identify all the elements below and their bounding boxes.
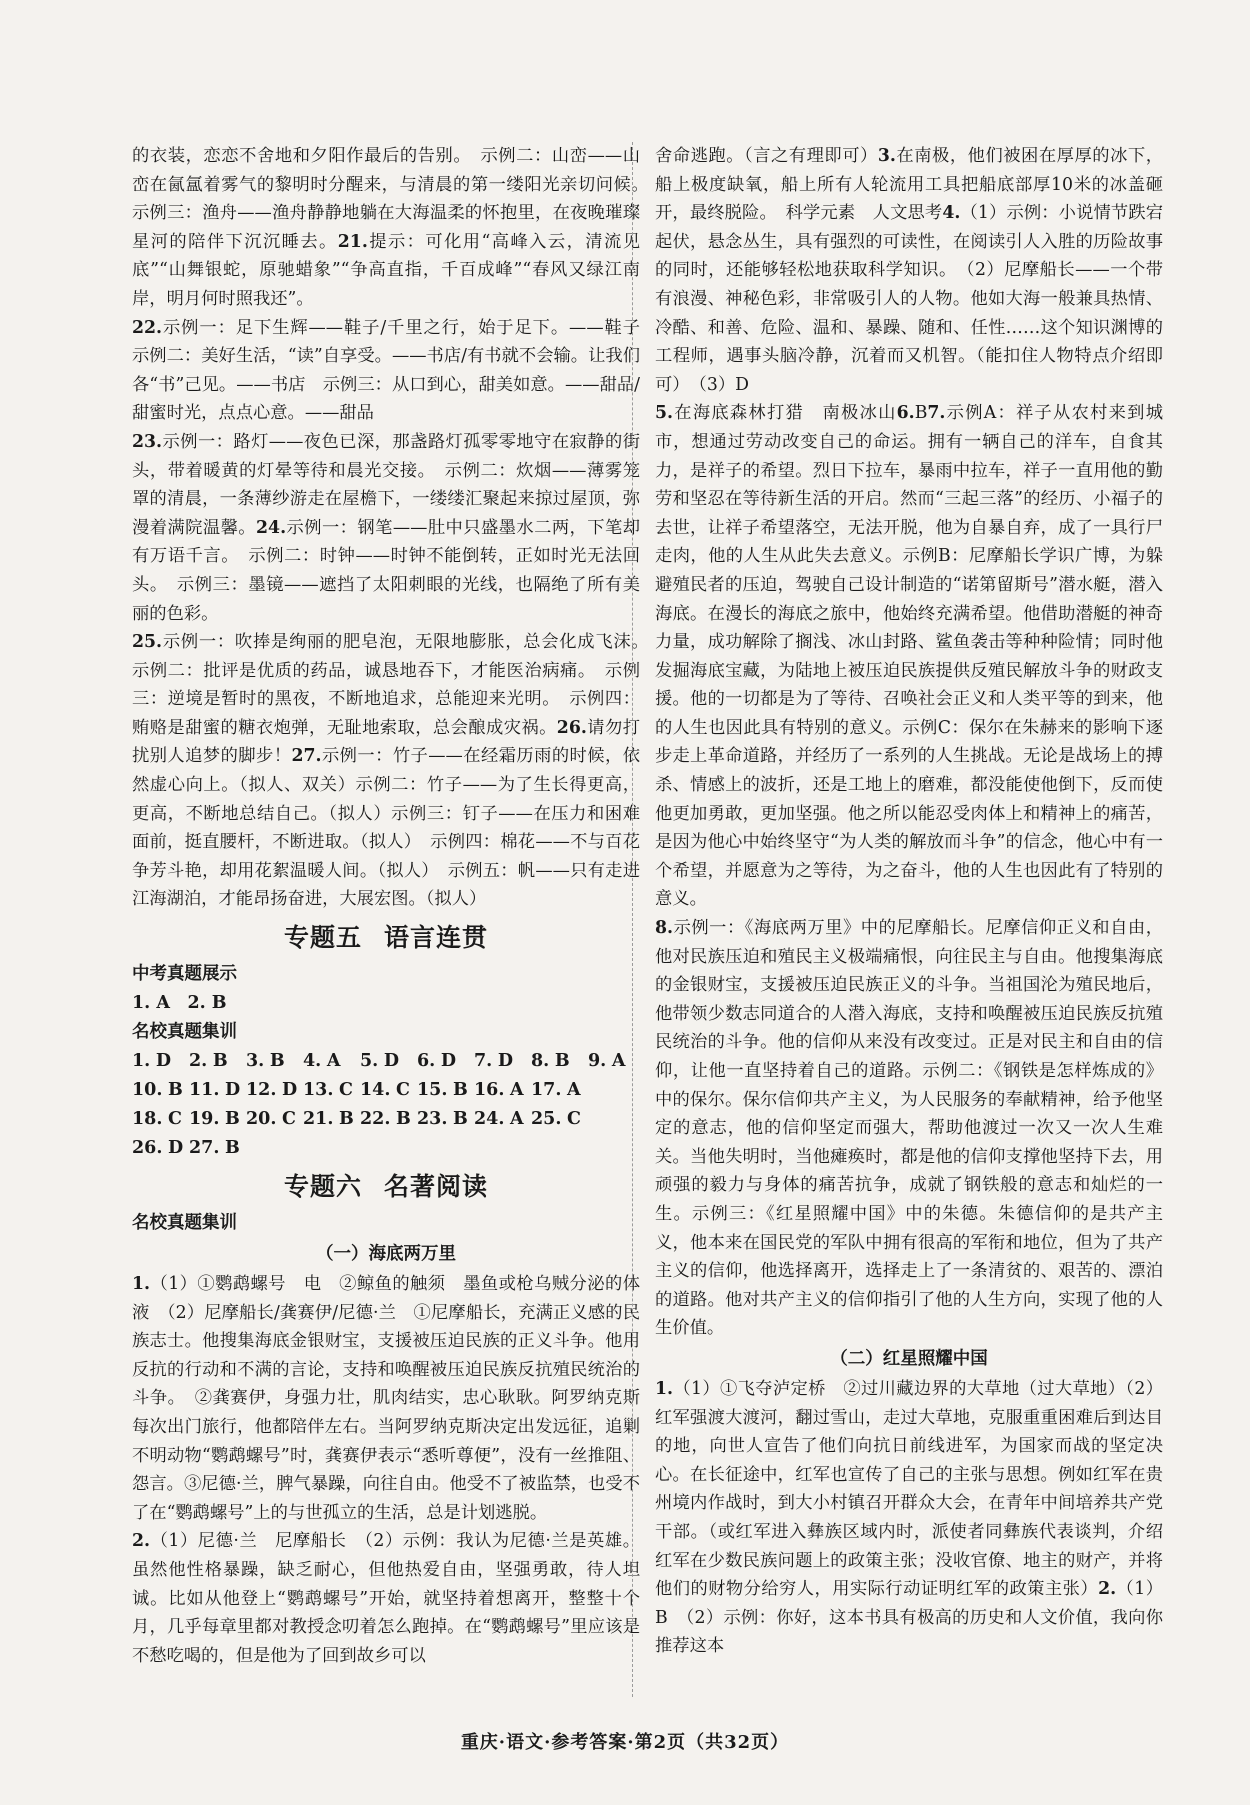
haidi-q5-q7: 5.在海底森林打猎 南极冰山6.B7.示例A：祥子从农村来到城市，想通过劳动改变自己的命运。拥有一辆自己的洋车，自食其力，是祥子的希望。烈日下拉车，暴雨中拉车，祥子一直用他的勤劳和坚忍在等待新生活的开启。然而“三起三落”的经历、小福子的去世，让祥子希望落空，无法开脱，他为自暴自弃，成了一具行尸走肉，他的人生从此失去意义。示例B：尼摩船长学识广博，为躲避殖民者的压迫，驾驶自己设计制造的“诺第留斯号”潜水艇，潜入海底。在漫长的海底之旅中，他始终充满希望。他借助潜艇的神奇力量，成功解除了搁浅、冰山封路、鲨鱼袭击等种种险情；同时他发掘海底宝藏，为陆地上被压迫民族提供反殖民解放斗争的财政支援。他的一切都是为了等待、召唤社会正义和人类平等的到来，他的人生也因此具有特别的意义。示例C：保尔在朱赫来的影响下逐步走上革命道路，并经历了一系列的人生挑战。无论是战场上的搏杀、情感上的波折，还是工地上的磨难，都没能使他倒下，反而使他更加勇敢，更加坚强。他之所以能忍受肉体上和精神上的痛苦，是因为他心中始终坚守“为人类的解放而斗争”的信念，他心中有一个希望，并愿意为之等待，为之奋斗，他的人生也因此有了特别的意义。	[655, 403, 1163, 910]
answer-number: 25.	[531, 1109, 562, 1130]
answer-number: 20.	[246, 1109, 277, 1130]
answer-row	[132, 1134, 640, 1163]
answer-choice: A	[611, 1051, 626, 1072]
haidi-q8: 8.示例一：《海底两万里》中的尼摩船长。尼摩信仰正义和自由，他对民族压迫和殖民主义极端痛恨，向往民主与自由。他搜集海底的金银财宝，支援被压迫民族正义的斗争。当祖国沦为殖民地后，他带领少数志同道合的人潜入海底，支持和唤醒被压迫民族反抗殖民统治的斗争。他的信仰从来没有改变过。正是对民主和自由的信仰，让他一直坚持着自己的道路。示例二：《钢铁是怎样炼成的》中的保尔。保尔信仰共产主义，为人民服务的奉献精神，给予他坚定的意志，他的信仰坚定而强大，帮助他渡过一次又一次人生难关。当他失明时，当他瘫痪时，都是他的信仰支撑他坚持下去，用顽强的毅力与身体的痛苦抗争，成就了钢铁般的意志和灿烂的一生。示例三：《红星照耀中国》中的朱德。朱德信仰的是共产主义，他本来在国民党的军队中拥有很高的军衔和地位，但为了共产主义的信仰，他选择离开，选择走上了一条清贫的、艰苦的、漂泊的道路。他对共产主义的信仰指引了他的人生方向，实现了他的人生价值。	[655, 918, 1163, 1339]
answer-number: 12.	[246, 1080, 277, 1101]
answer-choice: B	[554, 1051, 570, 1072]
topic6-heading: 专题六 名著阅读	[283, 1172, 489, 1202]
answer-cell	[132, 1047, 189, 1076]
answer-number: 1.	[132, 1051, 151, 1072]
answer-choice: B	[269, 1051, 285, 1072]
answer-number: 2.	[189, 1051, 208, 1072]
mingxiao-heading-2: 名校真题集训	[132, 1213, 237, 1234]
answer-cell	[189, 1134, 246, 1163]
answer-cell	[132, 1105, 189, 1134]
answer-choice: B	[339, 1109, 354, 1130]
answer-choice: B	[453, 1080, 468, 1101]
answer-cell	[531, 1047, 588, 1076]
section-heading-haidi: （一）海底两万里	[316, 1244, 456, 1265]
answer-row	[132, 1105, 640, 1134]
answer-cell	[417, 1076, 474, 1105]
answer-number: 10.	[132, 1080, 163, 1101]
answer-cell	[531, 1076, 588, 1105]
answer-choice: A	[510, 1109, 524, 1130]
answer-number: 27.	[189, 1138, 220, 1159]
answer-number: 3.	[246, 1051, 265, 1072]
answer-cell	[189, 1047, 246, 1076]
answer-choice: B	[453, 1109, 468, 1130]
answer-choice: A	[326, 1051, 341, 1072]
answer-choice: C	[396, 1080, 410, 1101]
q21-text: 提示：可化用“高峰入云，清流见底”“山舞银蛇，原驰蜡象”“争高直指，千百成峰”“春风又绿江南岸，明月何时照我还”。	[132, 231, 640, 309]
answer-cell	[531, 1105, 588, 1134]
answer-cell	[360, 1076, 417, 1105]
answer-cell	[246, 1076, 303, 1105]
answer-cell	[360, 1105, 417, 1134]
answer-cell	[360, 1047, 417, 1076]
answer-cell	[246, 1105, 303, 1134]
answer-number: 14.	[360, 1080, 391, 1101]
answer-cell	[132, 1076, 189, 1105]
haidi-q2-q4: 舍命逃跑。（言之有理即可）3.在南极，他们被困在厚厚的冰下，船上极度缺氧，船上所有人轮流用工具把船底部厚10米的冰盖砸开，最终脱险。 科学元素 人文思考4.（1）示例：小说情节跌宕起伏，悬念丛生，具有强烈的可读性，在阅读引人入胜的历险故事的同时，还能够轻松地获取科学知识。 （2）尼摩船长——一个带有浪漫、神秘色彩，非常吸引人的人物。他如大海一般兼具热情、冷酷、和善、危险、温和、暴躁、随和、任性……这个知识渊博的工程师，遇事头脑冷静，沉着而又机智。（能扣住人物特点介绍即可） （3）D	[655, 146, 1164, 395]
answer-choice: C	[339, 1080, 353, 1101]
haidi-q2: 2.（1）尼德·兰 尼摩船长 （2）示例：我认为尼德·兰是英雄。虽然他性格暴躁，缺乏耐心，但他热爱自由，坚强勇敢，待人坦诚。比如从他登上“鹦鹉螺号”开始，就坚持着想离开，整整十个月，几乎每章里都对教授念叨着怎么跑掉。在“鹦鹉螺号”里应该是不愁吃喝的，但是他为了回到故乡可以	[132, 1531, 640, 1666]
mingxiao-heading: 名校真题集训	[132, 1022, 237, 1043]
left-column	[132, 142, 658, 1670]
answer-cell	[417, 1105, 474, 1134]
column-divider	[632, 142, 633, 1697]
answer-grid	[132, 1047, 640, 1163]
q22: 22.示例一：足下生辉——鞋子/千里之行，始于足下。——鞋子 示例二：美好生活，“读”自享受。——书店/有书就不会输。让我们各“书”己见。——书店 示例三：从口到心，甜美如意。——甜品/甜蜜时光，点点心意。——甜品	[132, 317, 658, 424]
answer-choice: D	[383, 1051, 400, 1072]
answer-choice: D	[155, 1051, 172, 1072]
answer-number: 6.	[417, 1051, 436, 1072]
answer-number: 15.	[417, 1080, 448, 1101]
zhongkao-answers: 1. A 2. B	[132, 993, 227, 1014]
answer-number: 18.	[132, 1109, 163, 1130]
answer-choice: B	[225, 1109, 240, 1130]
answer-number: 22.	[360, 1109, 391, 1130]
left-continuation: 的衣装，恋恋不舍地和夕阳作最后的告别。 示例二：山峦——山峦在氤氲着雾气的黎明时分醒来，与清晨的第一缕阳光亲切问候。 示例三：渔舟——渔舟静静地躺在大海温柔的怀抱里，在夜晚璀璨星河的陪伴下沉沉睡去。21.提示：可化用“高峰入云，清流见底”“山舞银蛇，原驰蜡象”“争高直指，千百成峰”“春风又绿江南岸，明月何时照我还”。	[132, 146, 658, 309]
answer-cell	[303, 1047, 360, 1076]
answer-choice: D	[168, 1138, 184, 1159]
answer-choice: B	[225, 1138, 240, 1159]
answer-choice: D	[282, 1080, 298, 1101]
answer-cell	[588, 1047, 645, 1076]
q25-q27: 25.示例一：吹捧是绚丽的肥皂泡，无限地膨胀，总会化成飞沫。 示例二：批评是优质的药品，诚恳地吞下，才能医治病痛。 示例三：逆境是暂时的黑夜，不断地追求，总能迎来光明。 示例四：贿赂是甜蜜的糖衣炮弹，无耻地索取，总会酿成灾祸。26.请勿打扰别人追梦的脚步！27.示例一：竹子——在经霜历雨的时候，依然虚心向上。（拟人、双关）示例二：竹子——为了生长得更高，更高，不断地总结自己。（拟人）示例三：钉子——在压力和困难面前，挺直腰杆，不断进取。（拟人） 示例四：棉花——不与百花争芳斗艳，却用花絮温暖人间。（拟人） 示例五：帆——只有走进江海湖泊，才能昂扬奋进，大展宏图。（拟人）	[132, 632, 658, 910]
answer-number: 23.	[417, 1109, 448, 1130]
answer-cell	[303, 1076, 360, 1105]
answer-choice: B	[396, 1109, 411, 1130]
answer-number: 4.	[303, 1051, 322, 1072]
answer-choice: A	[510, 1080, 524, 1101]
answer-choice: D	[225, 1080, 241, 1101]
answer-number: 7.	[474, 1051, 493, 1072]
answer-choice: A	[567, 1080, 581, 1101]
answer-number: 21.	[303, 1109, 334, 1130]
answer-choice: C	[282, 1109, 296, 1130]
answer-row	[132, 1047, 640, 1076]
haidi-q1: 1.（1）①鹦鹉螺号 电 ②鲸鱼的触须 墨鱼或枪乌贼分泌的体液 （2）尼摩船长/龚赛伊/尼德·兰 ①尼摩船长，充满正义感的民族志士。他搜集海底金银财宝，支援被压迫民族的正义斗争。他用反抗的行动和不满的言论，支持和唤醒被压迫民族反抗殖民统治的斗争。 ②龚赛伊，身强力壮，肌肉结实，忠心耿耿。阿罗纳克斯每次出门旅行，他都陪伴左右。当阿罗纳克斯决定出发远征，追剿不明动物“鹦鹉螺号”时，龚赛伊表示“悉听尊便”，没有一丝推阻、怨言。③尼德·兰，脾气暴躁，向往自由。他受不了被监禁，也受不了在“鹦鹉螺号”上的与世孤立的生活，总是计划逃脱。	[132, 1274, 640, 1523]
answer-row	[132, 1076, 640, 1105]
answer-number: 9.	[588, 1051, 607, 1072]
zhongkao-heading: 中考真题展示	[132, 964, 237, 985]
answer-cell	[474, 1105, 531, 1134]
section-heading-hongxing: （二）红星照耀中国	[830, 1348, 988, 1369]
answer-choice: C	[168, 1109, 182, 1130]
answer-cell	[417, 1047, 474, 1076]
right-column	[655, 142, 1163, 1661]
answer-cell	[474, 1047, 531, 1076]
answer-cell	[189, 1076, 246, 1105]
answer-choice: D	[440, 1051, 457, 1072]
answer-number: 26.	[132, 1138, 163, 1159]
answer-number: 13.	[303, 1080, 334, 1101]
answer-number: 11.	[189, 1080, 220, 1101]
answer-number: 24.	[474, 1109, 505, 1130]
answer-choice: C	[567, 1109, 581, 1130]
answer-number: 19.	[189, 1109, 220, 1130]
answer-choice: B	[212, 1051, 228, 1072]
hongxing-q1-q2: 1.（1）①飞夺泸定桥 ②过川藏边界的大草地（过大草地）（2）红军强渡大渡河，翻过雪山，走过大草地，克服重重困难后到达目的地，向世人宣告了他们向抗日前线进军，为国家而战的坚定决心。在长征途中，红军也宣传了自己的主张与思想。例如红军在贵州境内作战时，到大小村镇召开群众大会，在青年中间培养共产党干部。（或红军进入彝族区域内时，派使者同彝族代表谈判，介绍红军在少数民族问题上的政策主张；没收官僚、地主的财产，并将他们的财物分给穷人，用实际行动证明红军的政策主张）2.（1）B （2）示例：你好，这本书具有极高的历史和人文价值，我向你推荐这本	[655, 1378, 1163, 1657]
answer-number: 17.	[531, 1080, 562, 1101]
answer-choice: D	[497, 1051, 514, 1072]
page-footer: 重庆·语文·参考答案·第2页（共32页）	[460, 1732, 790, 1753]
answer-cell	[246, 1047, 303, 1076]
answer-number: 16.	[474, 1080, 505, 1101]
answer-cell	[303, 1105, 360, 1134]
answer-cell	[189, 1105, 246, 1134]
q21-number: 21.	[337, 231, 368, 252]
answer-number: 8.	[531, 1051, 550, 1072]
answer-number: 5.	[360, 1051, 379, 1072]
q23-q24: 23.示例一：路灯——夜色已深，那盏路灯孤零零地守在寂静的街头，带着暖黄的灯晕等待和晨光交接。 示例二：炊烟——薄雾笼罩的清晨，一条薄纱游走在屋檐下，一缕缕汇聚起来掠过屋顶，弥漫着满院温馨。24.示例一：钢笔——肚中只盛墨水二两，下笔却有万语千言。 示例二：时钟——时钟不能倒转，正如时光无法回头。 示例三：墨镜——遮挡了太阳刺眼的光线，也隔绝了所有美丽的色彩。	[132, 431, 640, 624]
answer-cell	[132, 1134, 189, 1163]
answer-choice: B	[168, 1080, 183, 1101]
answer-cell	[474, 1076, 531, 1105]
topic5-heading: 专题五 语言连贯	[283, 923, 489, 953]
